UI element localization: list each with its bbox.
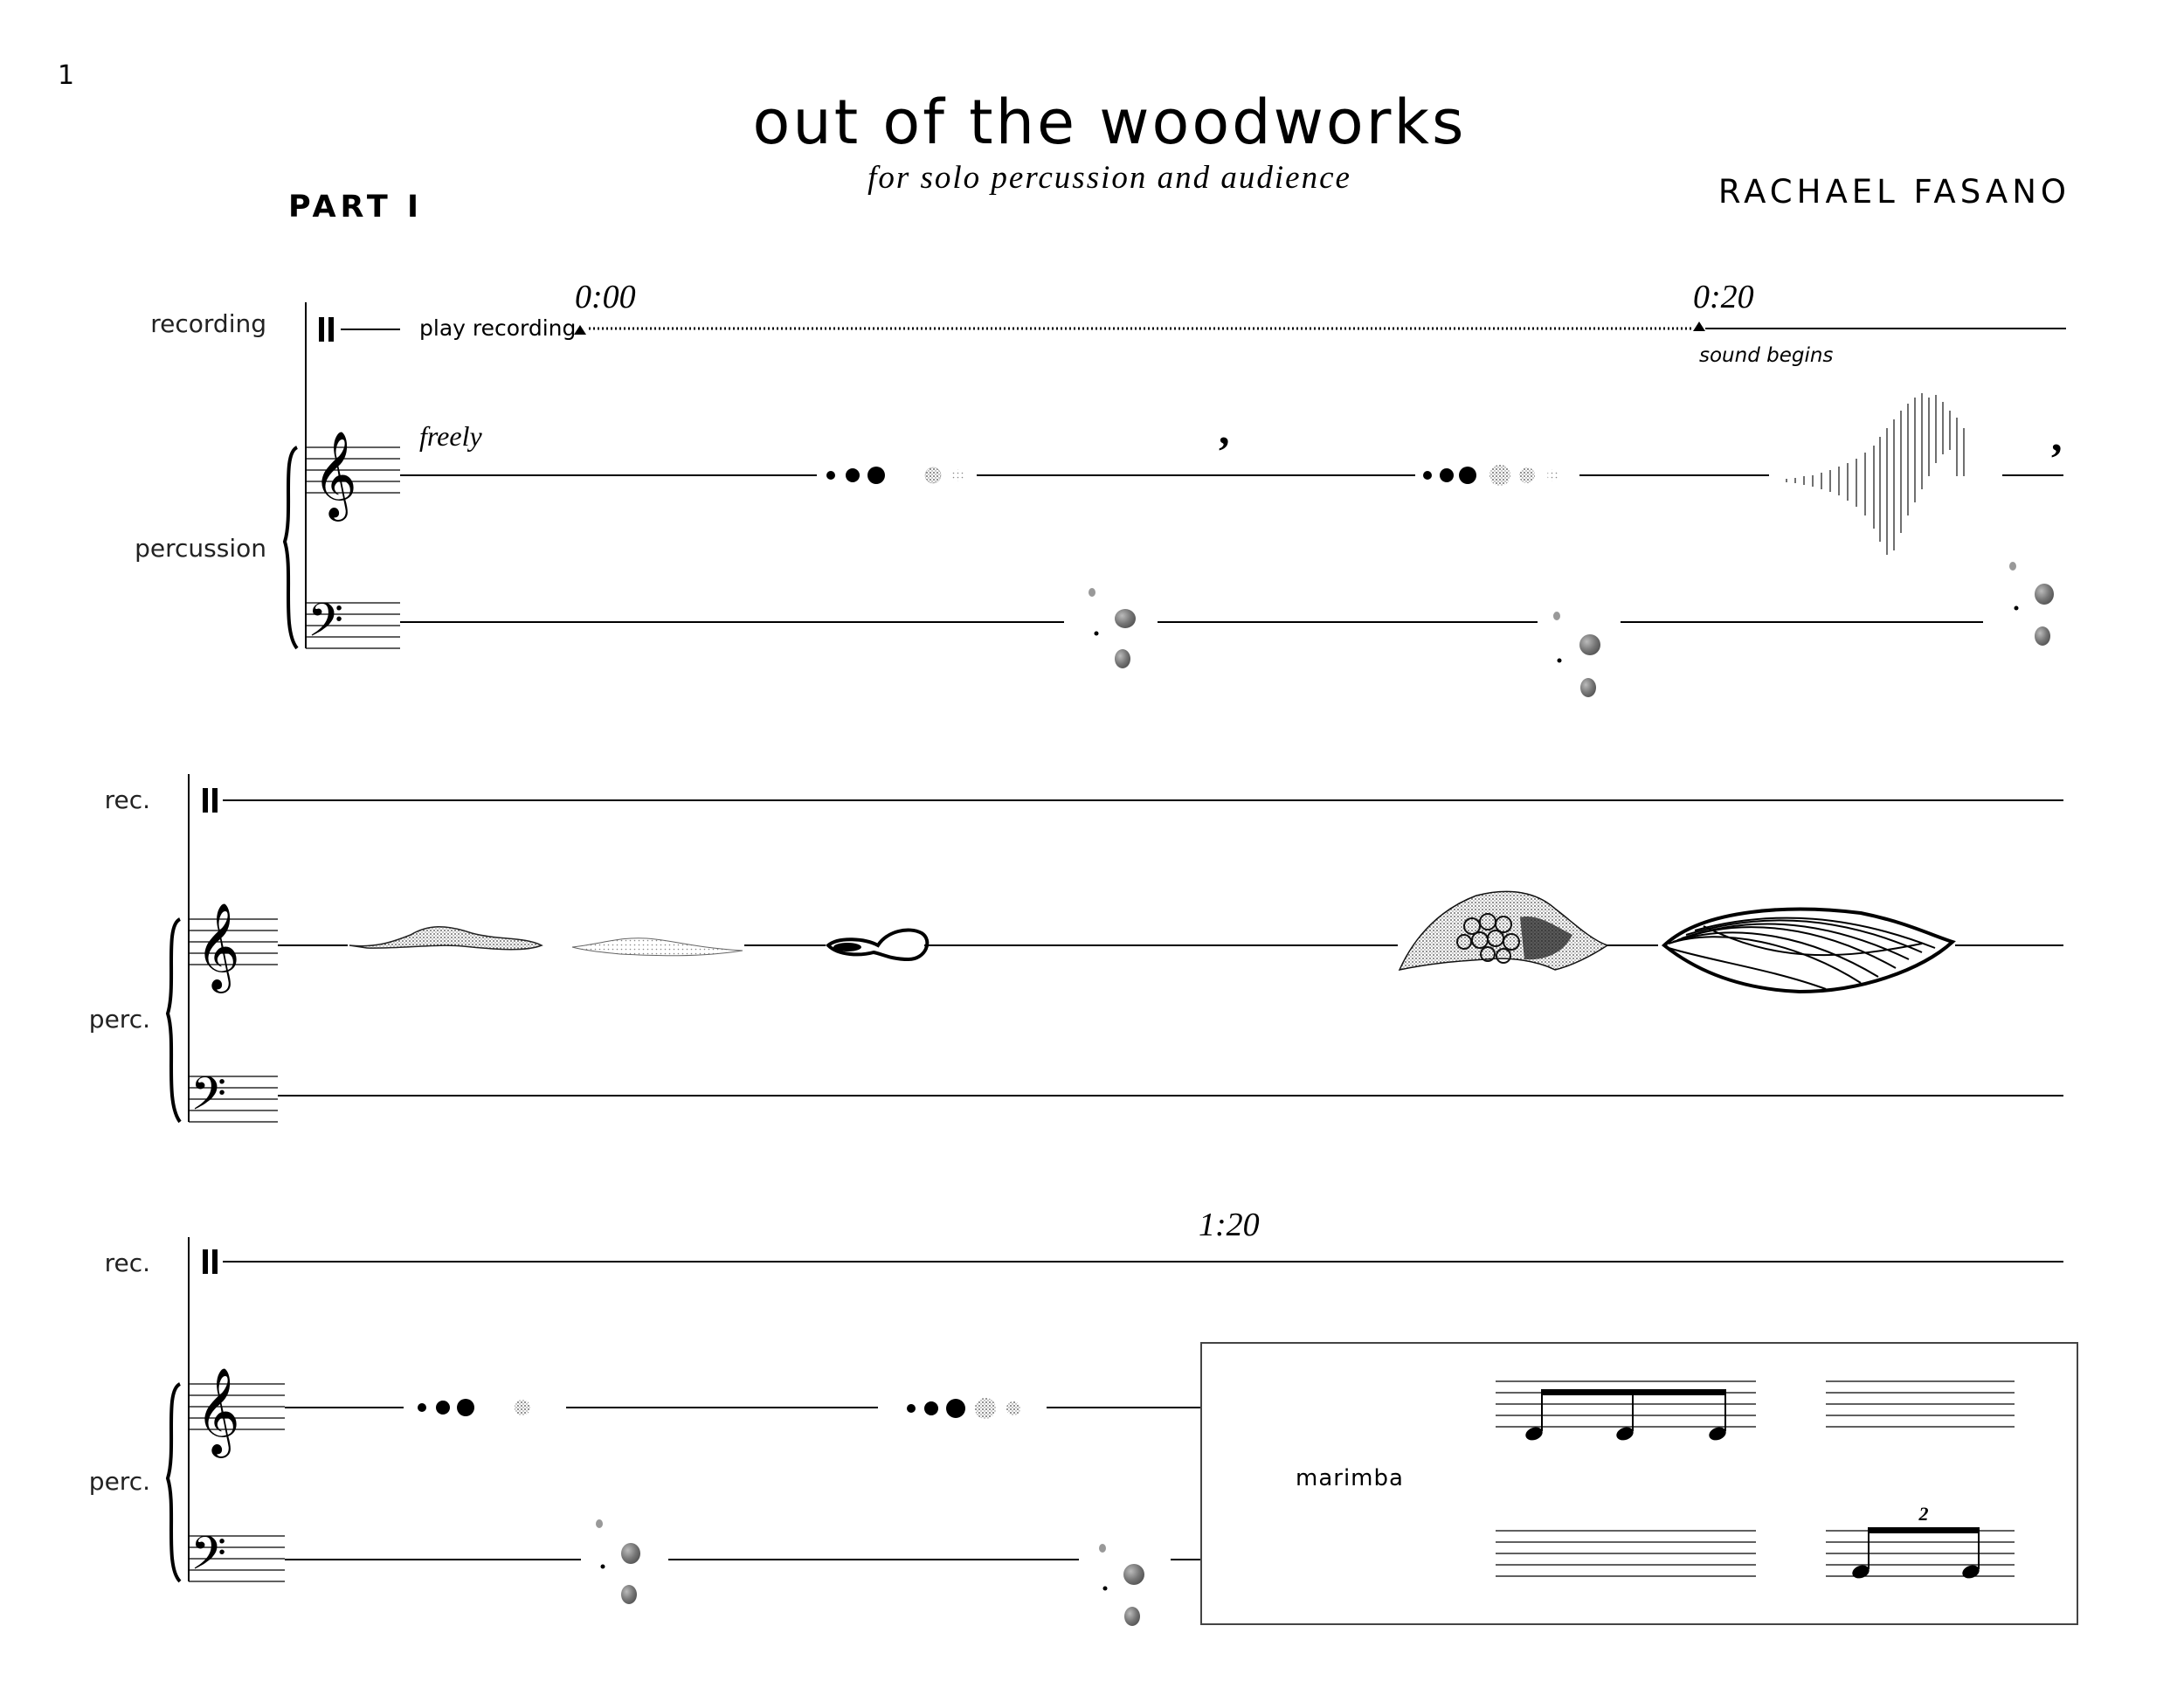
pebble-cluster: [1089, 588, 1136, 668]
treble-clef-icon: 𝄞: [313, 432, 357, 516]
breath-mark: ,: [2051, 412, 2063, 460]
recording-label: rec.: [104, 1249, 150, 1277]
part-label: PART I: [288, 190, 423, 225]
dot-cluster: [907, 1398, 1020, 1419]
dot-cluster: [826, 467, 964, 484]
wavy-texture-graphic: [572, 938, 743, 956]
system-3: [89, 1207, 2077, 1626]
score-subtitle: for solo percussion and audience: [867, 160, 1351, 196]
score-title: out of the woodworks: [752, 86, 1467, 158]
sound-begins-text: sound begins: [1699, 344, 1834, 367]
bass-clef-icon: 𝄢: [190, 1069, 227, 1131]
timecode: 0:20: [1693, 279, 1754, 315]
marimba-inset: [1201, 1343, 2077, 1624]
timecode: 0:00: [575, 279, 636, 315]
percussion-label: perc.: [88, 1005, 150, 1034]
contour-lines-graphic: [1664, 910, 1952, 992]
composer-name: RACHAEL FASANO: [1717, 173, 2070, 211]
breath-mark: ,: [1219, 405, 1230, 453]
system-1: [135, 279, 2066, 697]
brace-icon: [168, 919, 180, 1122]
tuplet-number: 2: [1918, 1503, 1929, 1525]
percussion-label: percussion: [135, 534, 266, 563]
percussion-label: perc.: [88, 1467, 150, 1496]
treble-clef-icon: 𝄞: [196, 1369, 240, 1453]
bass-clef-icon: 𝄢: [190, 1528, 227, 1590]
brace-icon: [168, 1384, 180, 1581]
bubble-cluster-graphic: [1400, 891, 1607, 970]
pebble-cluster: [1553, 612, 1600, 697]
pause-symbol: [319, 317, 334, 342]
wavy-texture-graphic: [349, 927, 542, 950]
pause-symbol: [203, 1249, 218, 1274]
pause-symbol: [203, 788, 218, 813]
hatched-graphic: [1787, 393, 1964, 555]
pebble-cluster: [2009, 562, 2054, 646]
recording-label: rec.: [104, 785, 150, 814]
treble-clef-icon: 𝄞: [196, 904, 240, 988]
system-2: [89, 774, 2063, 1131]
tempo-marking: freely: [419, 420, 482, 452]
instrument-label: marimba: [1296, 1465, 1404, 1491]
dot-cluster: [1423, 465, 1559, 486]
timecode: 1:20: [1199, 1207, 1260, 1243]
page-number: 1: [58, 60, 75, 91]
dot-cluster: [418, 1399, 530, 1416]
timecode-marker-icon: [1693, 322, 1705, 331]
pebble-cluster: [596, 1519, 640, 1604]
loop-shape-fill: [833, 943, 861, 951]
brace-icon: [285, 447, 297, 648]
recording-label: recording: [150, 309, 266, 338]
bass-clef-icon: 𝄢: [308, 595, 344, 657]
pebble-cluster: [1099, 1544, 1144, 1626]
play-recording-text: play recording: [419, 315, 577, 341]
